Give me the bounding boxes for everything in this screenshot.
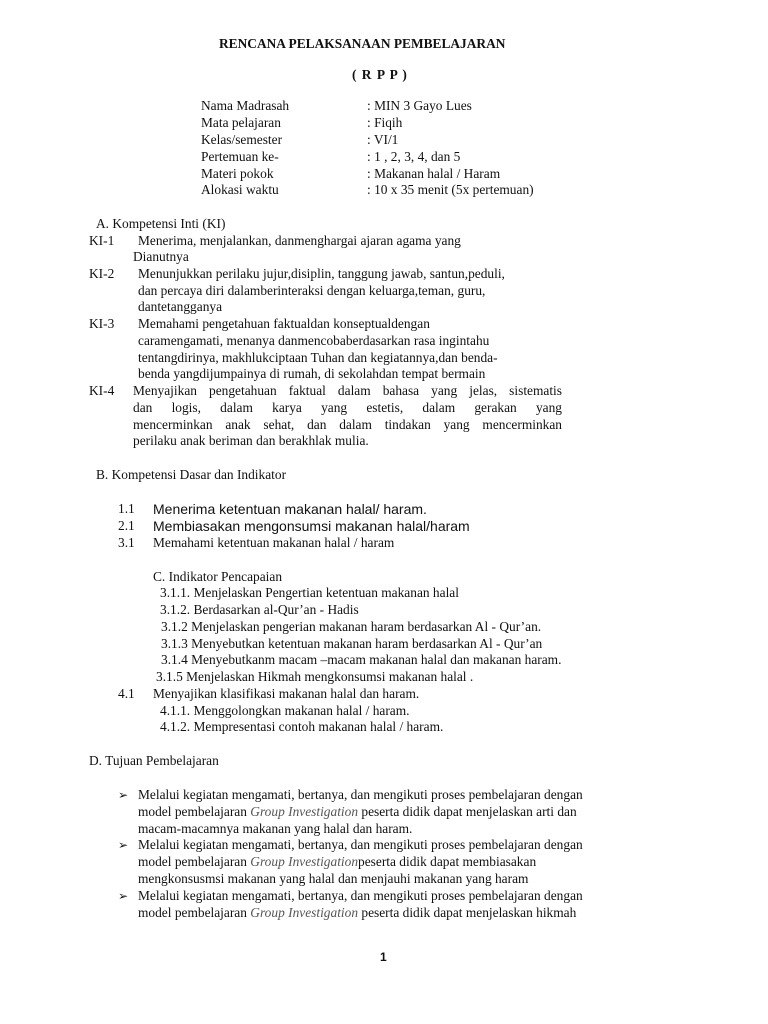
identity-value: : 10 x 35 menit (5x pertemuan): [367, 182, 534, 197]
indikator-item: 3.1.2. Berdasarkan al-Qur’an - Hadis: [160, 602, 359, 617]
arrow-bullet-icon: ➢: [118, 788, 129, 802]
indikator-item: 4.1.1. Menggolongkan makanan halal / haram.: [160, 703, 410, 718]
ki-line: dantetangganya: [138, 299, 223, 314]
kd-number: 2.1: [118, 518, 135, 533]
section-d-heading: D. Tujuan Pembelajaran: [89, 753, 219, 768]
ki-line: Menyajikan pengetahuan faktual dalam bahasa yang jelas, sistematis: [133, 383, 562, 398]
ki-line: Dianutnya: [133, 249, 189, 264]
indikator-heading: C. Indikator Pencapaian: [153, 569, 283, 584]
indikator-item: 3.1.4 Menyebutkanm macam –macam makanan halal dan makanan haram.: [161, 652, 562, 667]
tujuan-line: Melalui kegiatan mengamati, bertanya, dan mengikuti proses pembelajaran dengan: [138, 888, 583, 903]
tujuan-line: mengkonsusmsi makanan yang halal dan menjauhi makanan yang haram: [138, 871, 529, 886]
kd-text: Membiasakan mengonsumsi makanan halal/haram: [153, 518, 470, 534]
ki-code: KI-4: [89, 383, 115, 398]
identity-value: : VI/1: [367, 132, 399, 147]
identity-value: : Makanan halal / Haram: [367, 166, 501, 181]
tujuan-text: model pembelajaran: [138, 804, 251, 819]
indikator-item: 3.1.5 Menjelaskan Hikmah mengkonsumsi makanan halal .: [156, 669, 474, 684]
indikator-item: 3.1.1. Menjelaskan Pengertian ketentuan makanan halal: [160, 585, 459, 600]
identity-label: Alokasi waktu: [201, 182, 279, 197]
ki-line: dan percaya diri dalamberinteraksi dengan keluarga,teman, guru,: [138, 283, 486, 298]
model-name: Group Investigation: [250, 905, 359, 920]
tujuan-text: peserta didik dapat membiasakan: [358, 854, 537, 869]
document-title: RENCANA PELAKSANAAN PEMBELAJARAN: [219, 36, 506, 51]
tujuan-line: [138, 804, 577, 820]
tujuan-line: [138, 854, 536, 870]
tujuan-text: model pembelajaran: [138, 905, 251, 920]
kd-number: 4.1: [118, 686, 135, 701]
identity-label: Mata pelajaran: [201, 115, 281, 130]
ki-line: dan logis, dalam karya yang estetis, dalam gerakan yang: [133, 400, 562, 415]
ki-code: KI-1: [89, 233, 115, 248]
model-name: Group Investigation: [250, 854, 359, 869]
ki-line: Memahami pengetahuan faktualdan konseptualdengan: [138, 316, 430, 331]
ki-line: benda yangdijumpainya di rumah, di sekolahdan tempat bermain: [138, 366, 486, 381]
tujuan-text: model pembelajaran: [138, 854, 251, 869]
tujuan-text: peserta didik dapat menjelaskan arti dan: [358, 804, 577, 819]
arrow-bullet-icon: ➢: [118, 838, 129, 852]
ki-line: tentangdirinya, makhlukciptaan Tuhan dan kegiatannya,dan benda-: [138, 350, 498, 365]
section-a-heading: A. Kompetensi Inti (KI): [96, 216, 226, 231]
indikator-item: 4.1.2. Mempresentasi contoh makanan halal / haram.: [160, 719, 444, 734]
tujuan-text: peserta didik dapat menjelaskan hikmah: [358, 905, 577, 920]
kd-text: Menyajikan klasifikasi makanan halal dan haram.: [153, 686, 420, 701]
identity-value: : 1 , 2, 3, 4, dan 5: [367, 149, 461, 164]
tujuan-line: Melalui kegiatan mengamati, bertanya, dan mengikuti proses pembelajaran dengan: [138, 837, 583, 852]
identity-value: : Fiqih: [367, 115, 403, 130]
kd-text: Menerima ketentuan makanan halal/ haram.: [153, 501, 427, 517]
document-subtitle: ( R P P ): [352, 67, 407, 82]
ki-code: KI-3: [89, 316, 115, 331]
indikator-item: 3.1.3 Menyebutkan ketentuan makanan haram berdasarkan Al - Qur’an: [161, 636, 543, 651]
ki-line: perilaku anak beriman dan berakhlak mulia.: [133, 433, 369, 448]
indikator-item: 3.1.2 Menjelaskan pengerian makanan haram berdasarkan Al - Qur’an.: [161, 619, 542, 634]
ki-line: mencerminkan anak sehat, dan dalam tindakan yang mencerminkan: [133, 417, 562, 432]
ki-code: KI-2: [89, 266, 115, 281]
tujuan-line: Melalui kegiatan mengamati, bertanya, dan mengikuti proses pembelajaran dengan: [138, 787, 583, 802]
tujuan-line: [138, 905, 576, 921]
kd-number: 1.1: [118, 501, 135, 516]
identity-label: Pertemuan ke-: [201, 149, 279, 164]
identity-label: Kelas/semester: [201, 132, 283, 147]
section-b-heading: B. Kompetensi Dasar dan Indikator: [96, 467, 287, 482]
model-name: Group Investigation: [250, 804, 359, 819]
ki-line: Menerima, menjalankan, danmenghargai ajaran agama yang: [138, 233, 461, 248]
identity-label: Materi pokok: [201, 166, 274, 181]
kd-text: Memahami ketentuan makanan halal / haram: [153, 535, 395, 550]
ki-line: Menunjukkan perilaku jujur,disiplin, tanggung jawab, santun,peduli,: [138, 266, 505, 281]
ki-line: caramengamati, menanya danmencobaberdasarkan rasa ingintahu: [138, 333, 490, 348]
arrow-bullet-icon: ➢: [118, 889, 129, 903]
tujuan-line: macam-macamnya makanan yang halal dan haram.: [138, 821, 413, 836]
identity-label: Nama Madrasah: [201, 98, 290, 113]
kd-number: 3.1: [118, 535, 135, 550]
identity-value: : MIN 3 Gayo Lues: [367, 98, 472, 113]
page-number: 1: [380, 950, 387, 964]
